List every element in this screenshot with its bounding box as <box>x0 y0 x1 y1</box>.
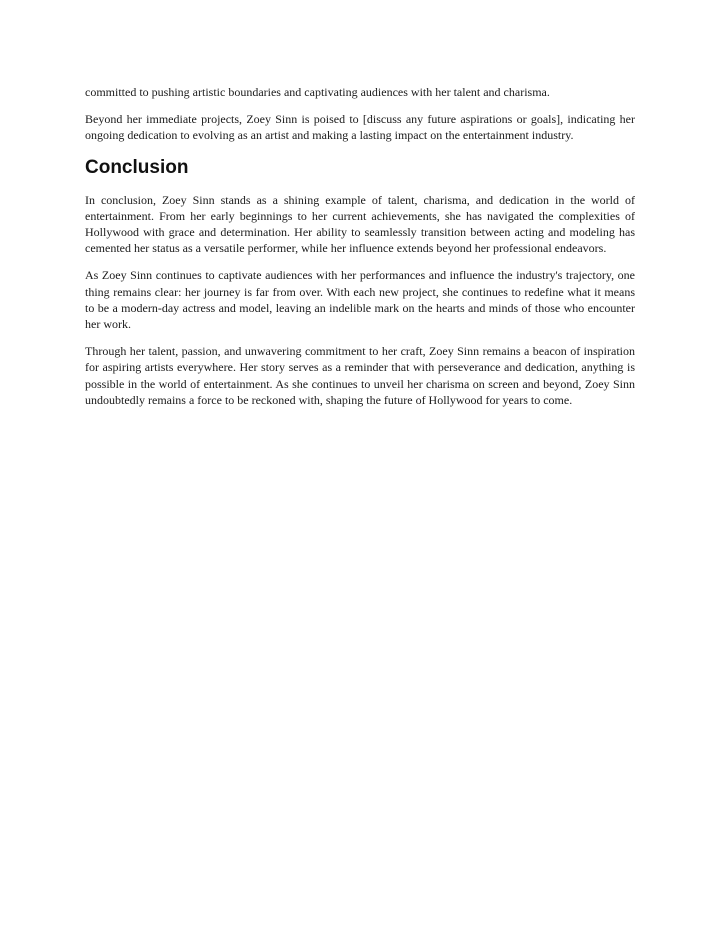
paragraph-continuation: committed to pushing artistic boundaries and captivating audiences with her talent and charisma. <box>85 85 550 99</box>
paragraph-conclusion-3: Through her talent, passion, and unwavering commitment to her craft, Zoey Sinn remains a beacon of inspiration for aspiring artists everywhere. Her story serves as a reminder that with perseverance and dedication, anything is possible in the world of entertainment. As she continues to unveil her charisma on screen and beyond, Zoey Sinn undoubtedly remains a force to be reckoned with, shaping the future of Hollywood for years to come. <box>85 344 635 407</box>
paragraph-future-aspirations: Beyond her immediate projects, Zoey Sinn is poised to [discuss any future aspirations or goals], indicating her ongoing dedication to evolving as an artist and making a lasting impact on the entertainment industry. <box>85 112 635 143</box>
document-page <box>85 84 635 419</box>
paragraph-conclusion-1: In conclusion, Zoey Sinn stands as a shining example of talent, charisma, and dedication in the world of entertainment. From her early beginnings to her current achievements, she has navigated the complexities of Hollywood with grace and determination. Her ability to seamlessly transition between acting and modeling has cemented her status as a versatile performer, while her influence extends beyond her professional endeavors. <box>85 192 635 256</box>
section-heading-conclusion: Conclusion <box>85 156 189 178</box>
paragraph-conclusion-2: As Zoey Sinn continues to captivate audiences with her performances and influence the industry's trajectory, one thing remains clear: her journey is far from over. With each new project, she continues to redefine what it means to be a modern-day actress and model, leaving an indelible mark on the hearts and minds of those who encounter her work. <box>85 268 635 332</box>
